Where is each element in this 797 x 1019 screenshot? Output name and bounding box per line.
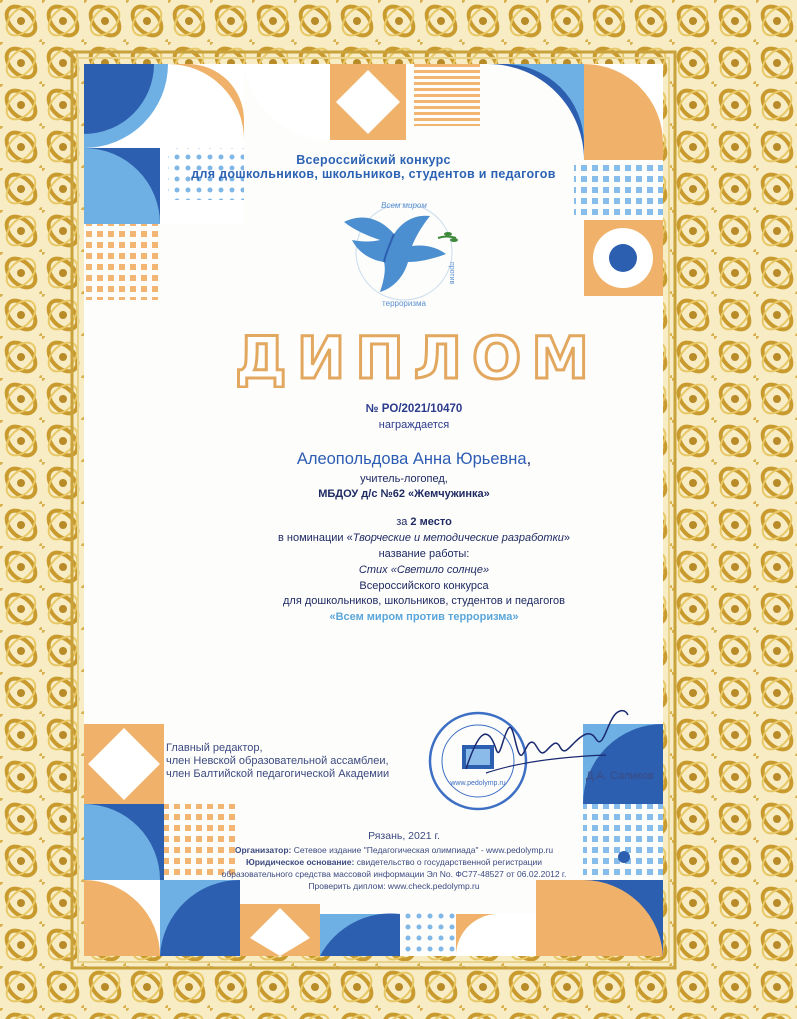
footer-legal-2: образовательного средства массовой информации Эл No. ФС77-48527 от 06.02.2012 г. [221,869,567,879]
awarded-label: награждается [378,419,450,431]
work-label: название работы: [378,548,470,560]
recipient-position: учитель-логопед, [360,473,448,485]
work-title: Стих «Светило солнце» [358,564,490,576]
footer-legal: Юридическое основание: свидетельство о государственной регистрации [245,857,543,867]
seal-text: www.pedolymp.ru [450,780,506,787]
diploma-heading [232,326,602,388]
recipient-name: Алеопольдова Анна Юрьевна, [296,450,532,468]
diploma-number: № PO/2021/10470 [365,403,463,415]
contest-theme: «Всем миром против терроризма» [329,611,519,623]
contest-title-line1: Всероссийский конкурс [296,153,451,167]
nomination-line: в номинации «Творческие и методические разработки» [277,532,571,544]
footer-check-link[interactable]: Проверить диплом: www.check.pedolymp.ru [308,881,480,891]
recipient-organization: МБДОУ д/с №62 «Жемчужинка» [318,488,490,500]
dove-logo [334,192,464,310]
logo-text-top: Всем миром [381,201,427,210]
city-year: Рязань, 2021 г. [368,830,440,842]
signer-title-line2: член Невской образовательной ассамблеи, [166,755,389,767]
footer-organizer: Организатор: Сетевое издание "Педагогическая олимпиада" - www.pedolymp.ru [234,845,554,855]
place-line: за 2 место [396,516,452,528]
logo-text-right: против [448,262,455,285]
diploma-sheet [84,64,663,956]
svg-text:ДИПЛОМ: ДИПЛОМ [235,326,599,388]
contest-line-a: Всероссийского конкурса [359,580,489,592]
contest-line-b: для дошкольников, школьников, студентов и педагогов [283,595,565,607]
logo-text-bottom: терроризма [382,299,426,308]
signer-title [166,742,389,781]
signer-title-line3: член Балтийской педагогической Академии [166,768,390,780]
contest-title-line2: для дошкольников, школьников, студентов и педагогов [191,167,556,181]
signer-title-line1: Главный редактор, [166,742,263,754]
signer-name: Д.А. Саликов [586,770,654,782]
